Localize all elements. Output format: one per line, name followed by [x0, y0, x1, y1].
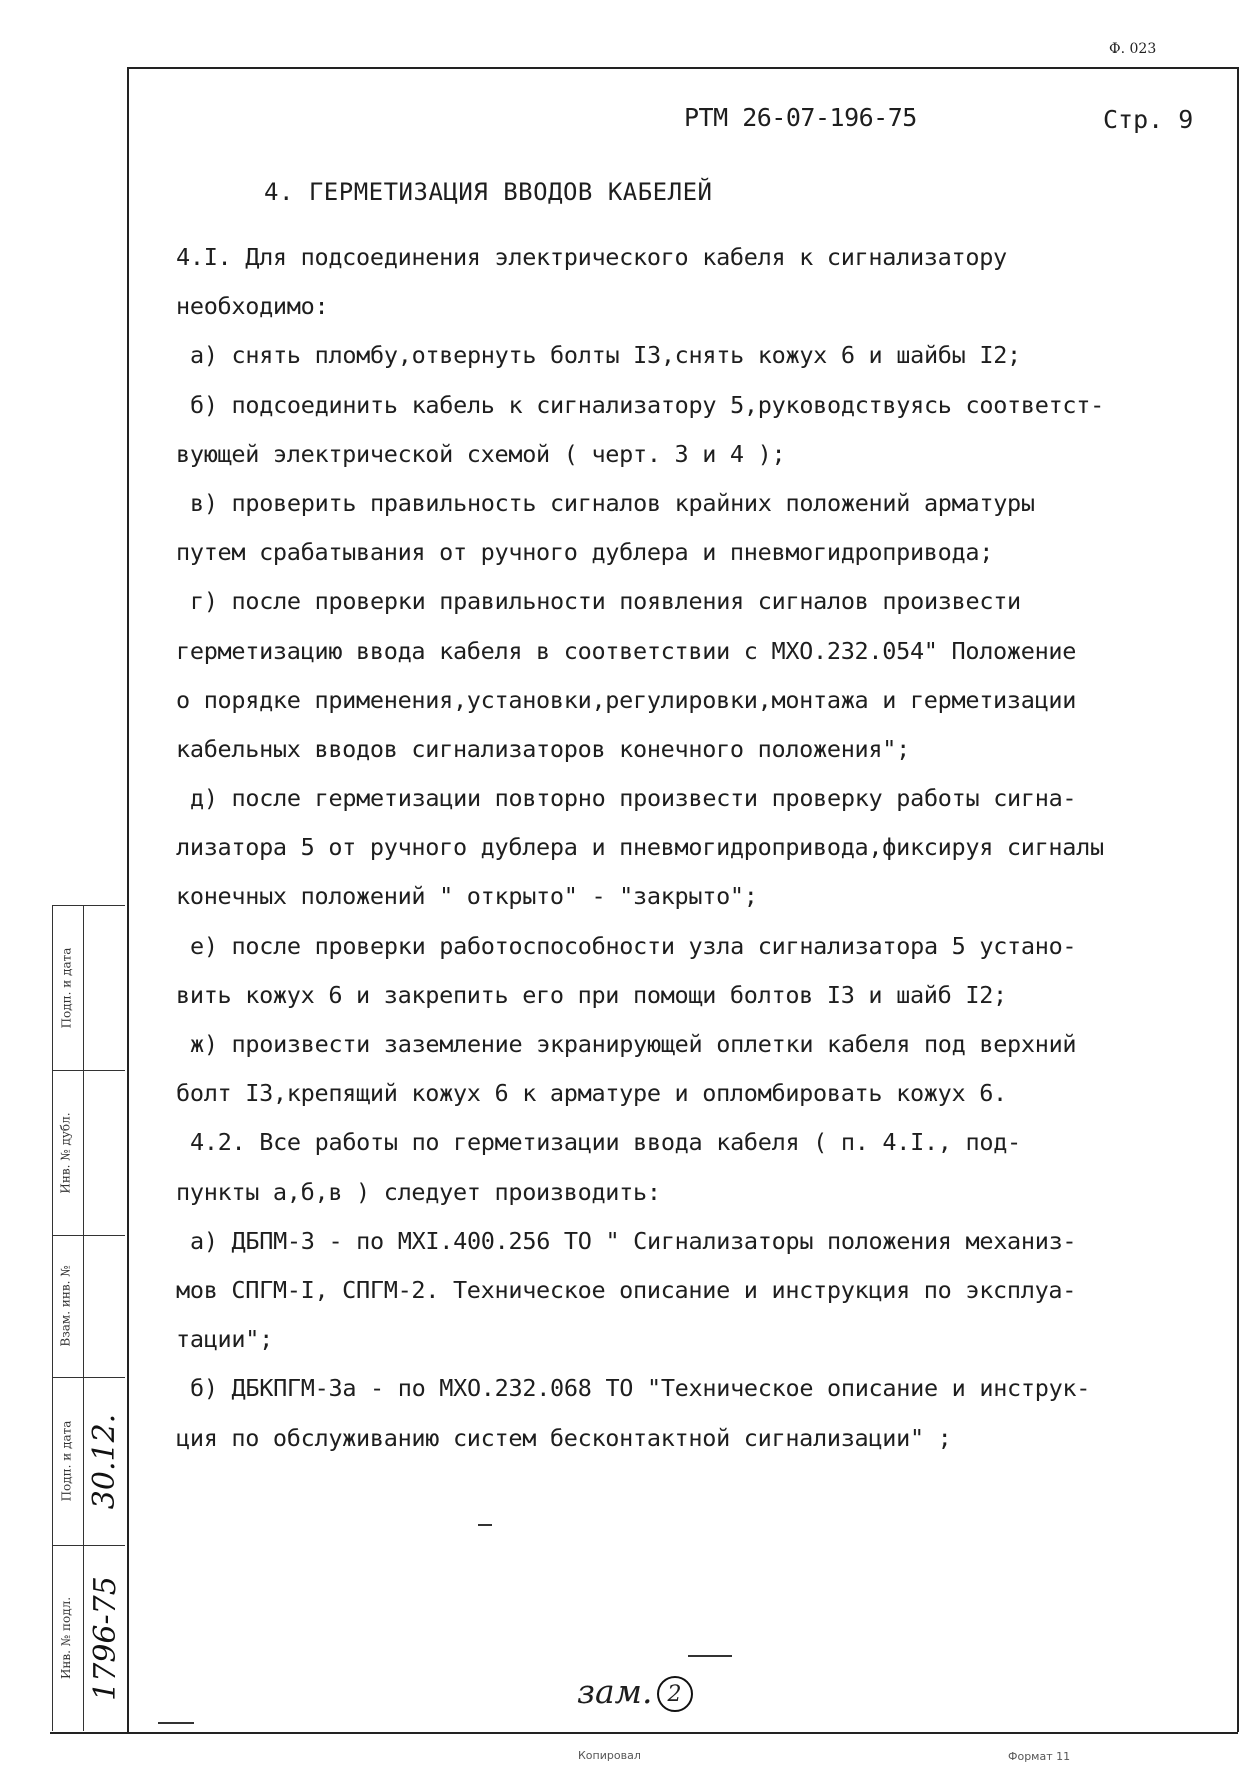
- text-line: г) после проверки правильности появления сигналов произвести: [190, 587, 1021, 616]
- text-line: ция по обслуживанию систем бесконтактной сигнализации" ;: [176, 1423, 952, 1452]
- text-line: 4.2. Все работы по герметизации ввода кабеля ( п. 4.I., под-: [190, 1128, 1021, 1157]
- frame-top-border: [128, 67, 1238, 69]
- page-number: Стр. 9: [1103, 105, 1194, 134]
- change-mark: [577, 1672, 693, 1712]
- text-line: тации";: [176, 1325, 273, 1354]
- stamp-label: Подп. и дата: [59, 947, 74, 1028]
- text-line: ж) произвести заземление экранирующей оплетки кабеля под верхний: [190, 1030, 1077, 1058]
- handwritten-date: 30.12.: [87, 1413, 123, 1509]
- frame-right-border: [1237, 67, 1239, 1732]
- stamp-label: Инв. № подл.: [59, 1596, 74, 1680]
- text-line: герметизацию ввода кабеля в соответствии с МХО.232.054" Положение: [176, 636, 1077, 665]
- text-line: 4.I. Для подсоединения электрического кабеля к сигнализатору: [176, 243, 1007, 271]
- side-stamp: [52, 905, 125, 1731]
- text-line: пункты а,б,в ) следует производить:: [176, 1177, 661, 1206]
- text-line: путем срабатывания от ручного дублера и пневмогидропривода;: [176, 538, 994, 567]
- text-line: вующей электрической схемой ( черт. 3 и 4 );: [176, 439, 786, 468]
- text-line: кабельных вводов сигнализаторов конечного положения";: [176, 734, 910, 763]
- change-mark-text: зам.: [577, 1672, 653, 1711]
- text-line: а) снять пломбу,отвернуть болты I3,снять кожух 6 и шайбы I2;: [190, 341, 1021, 370]
- text-line: б) ДБКПГМ-3а - по МХО.232.068 ТО "Техническое описание и инструк-: [190, 1374, 1091, 1403]
- text-line: б) подсоединить кабель к сигнализатору 5,руководствуясь соответст-: [190, 390, 1104, 419]
- body-text: [176, 233, 1226, 1463]
- text-line: болт I3,крепящий кожух 6 к арматуре и опломбировать кожух 6.: [176, 1079, 1007, 1108]
- section-title: 4. ГЕРМЕТИЗАЦИЯ ВВОДОВ КАБЕЛЕЙ: [264, 178, 713, 206]
- text-line: вить кожух 6 и закрепить его при помощи болтов I3 и шайб I2;: [176, 980, 1007, 1009]
- scan-smudge: [688, 1655, 732, 1657]
- form-code: Ф. 023: [1109, 41, 1157, 57]
- change-number-circle: 2: [657, 1676, 693, 1712]
- text-line: мов СПГМ-I, СПГМ-2. Техническое описание и инструкция по эксплуа-: [176, 1275, 1077, 1304]
- footer-format: Формат 11: [1008, 1750, 1071, 1763]
- scan-smudge: [158, 1722, 194, 1724]
- stamp-label: Инв. № дубл.: [59, 1111, 74, 1194]
- text-line: о порядке применения,установки,регулировки,монтажа и герметизации: [176, 685, 1077, 714]
- text-line: д) после герметизации повторно произвести проверку работы сигна-: [190, 784, 1077, 813]
- text-line: конечных положений " открыто" - "закрыто";: [176, 882, 758, 911]
- text-line: е) после проверки работоспособности узла сигнализатора 5 устано-: [190, 931, 1077, 960]
- handwritten-inventory-number: 1796-75: [87, 1575, 123, 1701]
- text-line: необходимо:: [176, 292, 329, 321]
- stamp-label: Подп. и дата: [59, 1420, 74, 1502]
- document-code: РТМ 26-07-196-75: [684, 103, 917, 132]
- text-line: а) ДБПМ-3 - по МХI.400.256 ТО " Сигнализаторы положения механиз-: [190, 1226, 1077, 1255]
- stamp-label: Взам. инв. №: [59, 1265, 73, 1347]
- scan-smudge: [478, 1524, 492, 1526]
- text-line: в) проверить правильность сигналов крайних положений арматуры: [190, 488, 1035, 517]
- frame-bottom-border: [50, 1732, 1238, 1734]
- footer-copied: Копировал: [578, 1749, 641, 1762]
- frame-left-border: [127, 67, 129, 1732]
- text-line: лизатора 5 от ручного дублера и пневмогидропривода,фиксируя сигналы: [176, 833, 1104, 862]
